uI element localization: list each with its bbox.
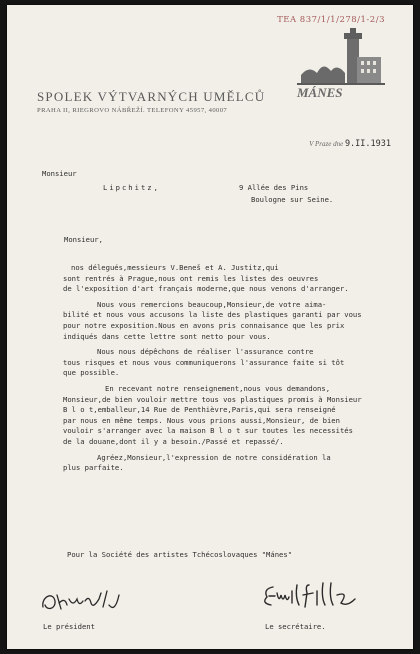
logo-brand-text: MÁNES: [297, 85, 343, 99]
body-line: Nous nous dépêchons de réaliser l'assurance contre: [97, 347, 314, 357]
role-president: Le président: [43, 622, 95, 631]
recipient-city: Boulogne sur Seine.: [251, 195, 334, 204]
body-line: bilité et nous vous accusons la liste des plastiques garanti par vous: [63, 310, 362, 320]
closing-line: Pour la Société des artistes Tchécoslovaques "Mánes": [67, 550, 293, 559]
paragraph: [55, 300, 395, 342]
body-line: pour notre exposition.Nous en avons pris connaisance que les prix: [63, 320, 345, 330]
paragraph: [55, 263, 395, 295]
body-line: B l o t,emballeur,14 Rue de Penthièvre,Paris,qui sera renseigné: [63, 405, 336, 415]
letter-date: 9.II.1931: [344, 139, 391, 149]
body-line: de l'exposition d'art français moderne,que nous venons d'arranger.: [63, 284, 349, 294]
letterhead-title: SPOLEK VÝTVARNÝCH UMĚLCŮ: [37, 89, 266, 104]
place-label: V Praze dne: [309, 140, 344, 148]
letter-sheet: [7, 5, 413, 649]
role-secretary: Le secrétaire.: [265, 622, 326, 631]
letterhead: [37, 89, 265, 114]
body-line: vouloir s'arranger avec la maison B l o t sur toutes les necessités: [63, 426, 353, 436]
place-date: [309, 139, 391, 149]
letterhead-address: PRAHA II, RIEGROVO NÁBŘEŽÍ. TELEFONY 45957, 40007: [37, 107, 228, 114]
manes-logo-icon: [295, 27, 387, 99]
paragraph: [55, 384, 395, 448]
paragraph: [55, 453, 395, 474]
body-line: indiqués dans cette lettre sont netto pour vous.: [63, 331, 271, 341]
signature-president: [39, 585, 129, 617]
body-line: Agréez,Monsieur,l'expression de notre considération la: [97, 452, 331, 462]
body-line: En recevant notre renseignement,nous vous demandons,: [105, 383, 331, 393]
letter-body: [55, 263, 395, 479]
body-line: Monsieur,de bien vouloir mettre tous vos plastiques promis à Monsieur: [63, 394, 362, 404]
body-line: Nous vous remercions beaucoup,Monsieur,de votre aima-: [97, 299, 327, 309]
body-line: plus parfaite.: [63, 463, 124, 473]
recipient-greeting: Monsieur: [42, 169, 77, 178]
body-line: de la douane,dont il y a besoin./Passé et repassé/.: [63, 436, 284, 446]
paragraph: [55, 347, 395, 379]
archive-reference: TEA 837/1/1/278/1-2/3: [277, 15, 385, 25]
signature-secretary: [259, 579, 369, 615]
recipient-street: 9 Allée des Pins: [239, 183, 309, 192]
body-line: que possible.: [63, 368, 120, 378]
body-line: tous risques et nous vous communiquerons l'assurance faite si tôt: [63, 357, 345, 367]
salutation: Monsieur,: [64, 235, 103, 244]
recipient-name: Lipchitz,: [103, 183, 160, 192]
body-line: sont rentrés à Prague,nous ont remis les listes des oeuvres: [63, 273, 319, 283]
body-line: nos délegués,messieurs V.Beneš et A. Justitz,qui: [71, 263, 279, 272]
body-line: par nous en même temps. Nous vous prions aussi,Monsieur, de bien: [63, 415, 340, 425]
